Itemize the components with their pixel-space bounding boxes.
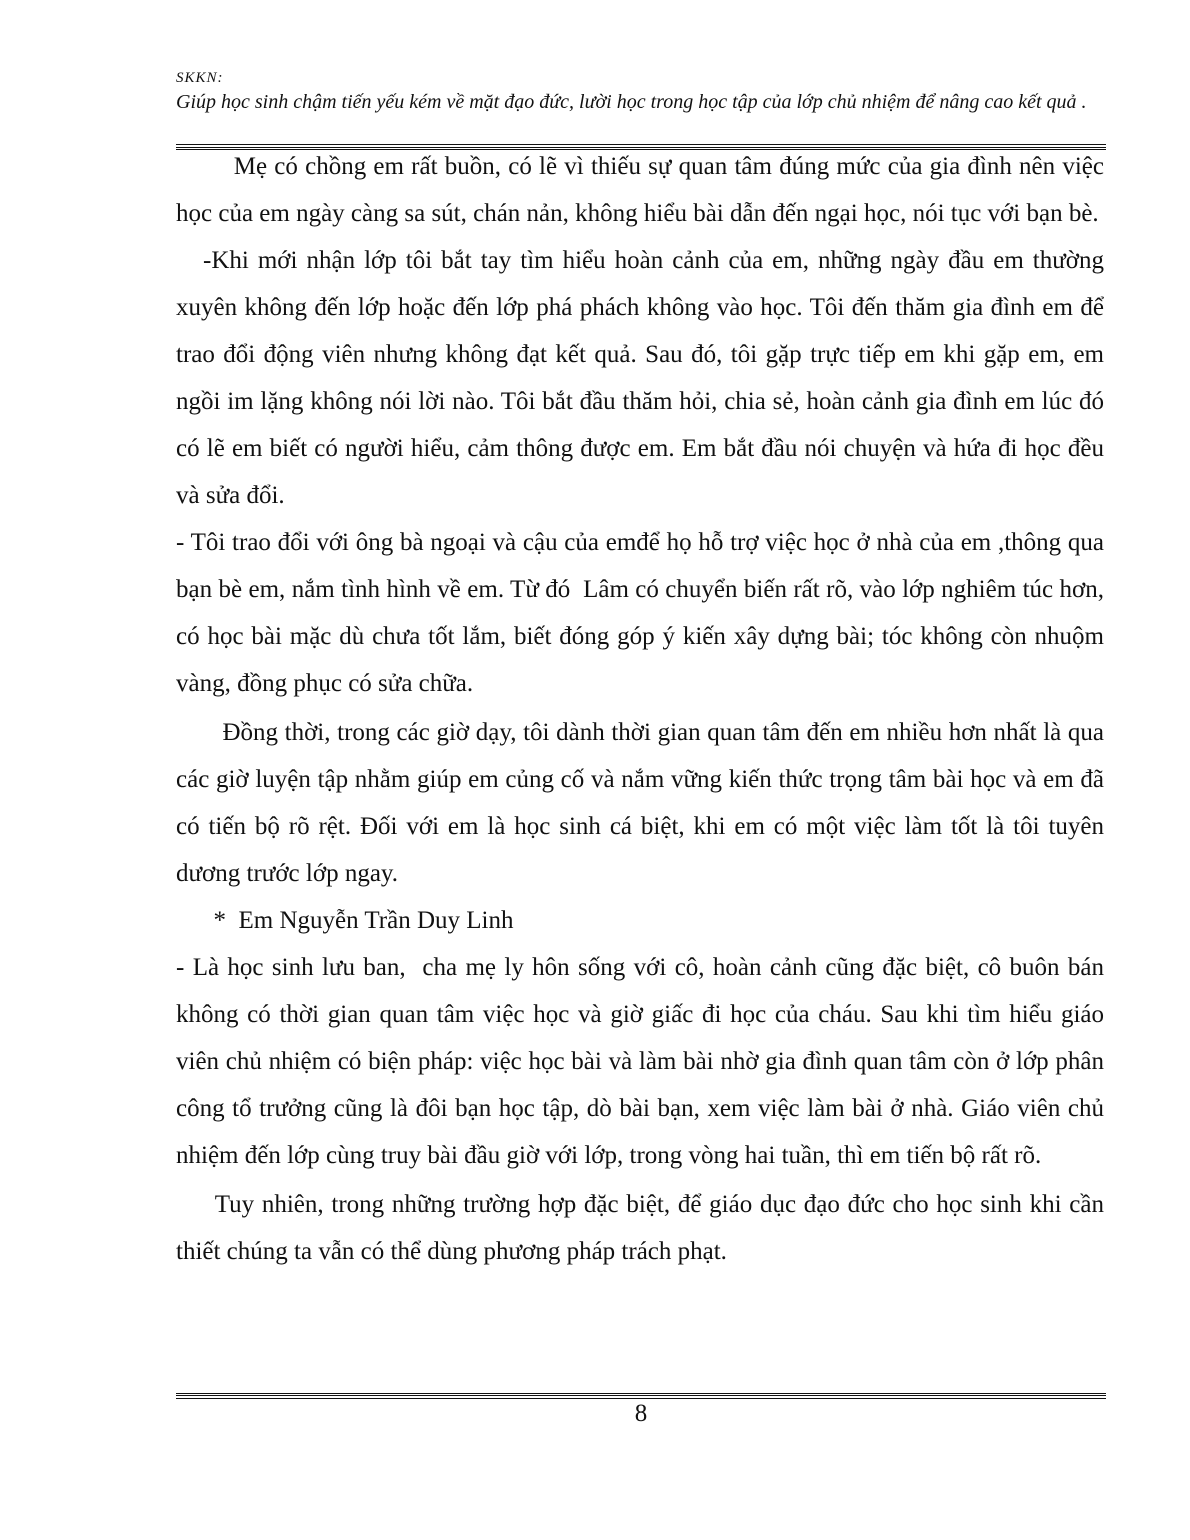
paragraph-4: Đồng thời, trong các giờ dạy, tôi dành thời gian quan tâm đến em nhiều hơn nhất là qua các giờ luyện tập nhằm giúp em củng cố và nắm vững kiến thức trọng tâm bài học và em đã có tiến bộ rõ rệt. Đối với em là học sinh cá biệt, khi em có một việc làm tốt là tôi tuyên dương trước lớp ngay.	[176, 719, 1111, 887]
page-number: 8	[634, 1400, 648, 1427]
paragraph-7: Tuy nhiên, trong những trường hợp đặc biệt, để giáo dục đạo đức cho học sinh khi cần thiết chúng ta vẫn có thể dùng phương pháp trách phạt.	[176, 1191, 1111, 1265]
header-title: Giúp học sinh chậm tiến yếu kém về mặt đạo đức, lười học trong học tập của lớp chủ nhiệm để nâng cao kết quả .	[176, 91, 1087, 113]
paragraph-1: Mẹ có chồng em rất buồn, có lẽ vì thiếu sự quan tâm đúng mức của gia đình nên việc học của em ngày càng sa sút, chán nản, không hiểu bài dẫn đến ngại học, nói tục với bạn bè.	[176, 153, 1111, 227]
paragraph-2: -Khi mới nhận lớp tôi bắt tay tìm hiểu hoàn cảnh của em, những ngày đầu em thường xuyên không đến lớp hoặc đến lớp phá phách không vào học. Tôi đến thăm gia đình em để trao đổi động viên nhưng không đạt kết quả. Sau đó, tôi gặp trực tiếp em khi gặp em, em ngồi im lặng không nói lời nào. Tôi bắt đầu thăm hỏi, chia sẻ, hoàn cảnh gia đình em lúc đó có lẽ em biết có người hiểu, cảm thông được em. Em bắt đầu nói chuyện và hứa đi học đều và sửa đổi.	[176, 247, 1117, 509]
paragraph-6: - Là học sinh lưu ban, cha mẹ ly hôn sống với cô, hoàn cảnh cũng đặc biệt, cô buôn bán không có thời gian quan tâm việc học và giờ giấc đi học của cháu. Sau khi tìm hiểu giáo viên chủ nhiệm có biện pháp: việc học bài và làm bài nhờ gia đình quan tâm còn ở lớp phân công tổ trưởng cũng là đôi bạn học tập, dò bài bạn, xem việc làm bài ở nhà. Giáo viên chủ nhiệm đến lớp cùng truy bài đầu giờ với lớp, trong vòng hai tuần, thì em tiến bộ rất rõ.	[176, 954, 1111, 1169]
document-body	[176, 143, 1117, 1275]
page-header	[176, 68, 1106, 114]
header-tag: SKKN:	[176, 70, 224, 86]
paragraph-5-heading: * Em Nguyễn Trần Duy Linh	[176, 907, 514, 934]
paragraph-3: - Tôi trao đổi với ông bà ngoại và cậu của emđể họ hỗ trợ việc học ở nhà của em ,thông qua bạn bè em, nắm tình hình về em. Từ đó Lâm có chuyển biến rất rõ, vào lớp nghiêm túc hơn, có học bài mặc dù chưa tốt lắm, biết đóng góp ý kiến xây dựng bài; tóc không còn nhuộm vàng, đồng phục có sửa chữa.	[176, 529, 1117, 697]
